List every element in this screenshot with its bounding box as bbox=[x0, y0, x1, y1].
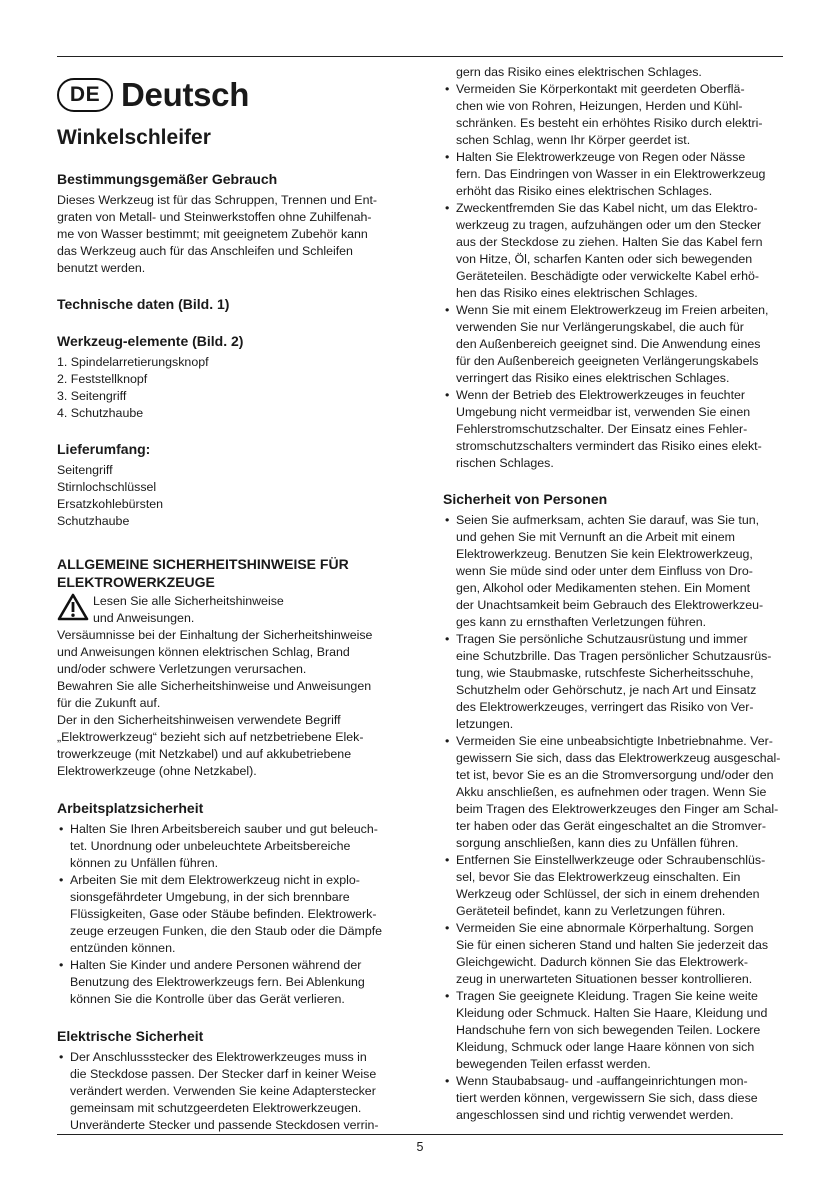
text-line: • Zweckentfremden Sie das Kabel nicht, um das Elektro- bbox=[456, 201, 758, 215]
text-line: und Anweisungen. bbox=[93, 611, 195, 625]
text-line: • Vermeiden Sie Körperkontakt mit geerdeten Oberflä- bbox=[456, 82, 745, 96]
top-rule bbox=[57, 56, 783, 57]
text-line: sorgung anschließen, kann dies zu Unfällen führen. bbox=[456, 836, 739, 850]
bullet-item bbox=[57, 872, 404, 957]
text-line: schen Schlag, wenn Ihr Körper geerdet ist. bbox=[456, 133, 691, 147]
text-line: • Halten Sie Ihren Arbeitsbereich sauber und gut beleuch- bbox=[70, 822, 378, 836]
heading-personal-safety: Sicherheit von Personen bbox=[443, 491, 608, 507]
list-item: 2. Feststellknopf bbox=[57, 372, 148, 386]
list-item: 4. Schutzhaube bbox=[57, 406, 144, 420]
list-item: Schutzhaube bbox=[57, 514, 130, 528]
heading-line: ELEKTROWERKZEUGE bbox=[57, 574, 215, 590]
text-line: Sie für einen sicheren Stand und halten Sie jederzeit das bbox=[456, 938, 769, 952]
text-line: bewegenden Teilen erfasst werden. bbox=[456, 1057, 651, 1071]
text-line: und Anweisungen können elektrischen Schlag, Brand bbox=[57, 645, 350, 659]
text-line: schränken. Es besteht ein erhöhtes Risiko durch elektri- bbox=[456, 116, 763, 130]
text-line: Kleidung oder Schmuck. Halten Sie Haare, Kleidung und bbox=[456, 1006, 768, 1020]
text-line: chen wie von Rohren, Heizungen, Herden und Kühl- bbox=[456, 99, 743, 113]
text-line: zeuge erzeugen Funken, die den Staub oder die Dämpfe bbox=[70, 924, 383, 938]
text-line: für die Zukunft auf. bbox=[57, 696, 161, 710]
text-line: Gleichgewicht. Dadurch können Sie das Elektrowerk- bbox=[456, 955, 749, 969]
text-line: trowerkzeuge (mit Netzkabel) und auf akkubetriebene bbox=[57, 747, 352, 761]
text-line: gen, Alkohol oder Medikamenten stehen. Ein Moment bbox=[456, 581, 751, 595]
text-line: ter haben oder das Gerät eingeschaltet an die Stromver- bbox=[456, 819, 766, 833]
heading-workplace-safety: Arbeitsplatzsicherheit bbox=[57, 800, 204, 816]
bullet-item bbox=[443, 387, 785, 472]
text-line: verringert das Risiko eines elektrischen Schlages. bbox=[456, 371, 730, 385]
continued-text-line: gern das Risiko eines elektrischen Schlages. bbox=[456, 65, 702, 79]
text-line: können Sie die Kontrolle über das Gerät verlieren. bbox=[70, 992, 345, 1006]
text-line: gemeinsam mit schutzgeerdeten Elektrowerkzeugen. bbox=[70, 1101, 362, 1115]
text-line: tung, wie Staubmaske, rutschfeste Sicherheitsschuhe, bbox=[456, 666, 754, 680]
list-item: 1. Spindelarretierungsknopf bbox=[57, 355, 209, 369]
text-line: • Wenn Sie mit einem Elektrowerkzeug im Freien arbeiten, bbox=[456, 303, 769, 317]
text-line: können zu Unfällen führen. bbox=[70, 856, 219, 870]
text-line: von Hitze, Öl, scharfen Kanten oder sich bewegenden bbox=[456, 252, 753, 266]
bullet-item bbox=[443, 512, 785, 631]
warning-notice bbox=[57, 593, 404, 627]
text-line: • Arbeiten Sie mit dem Elektrowerkzeug nicht in explo- bbox=[70, 873, 360, 887]
bullet-item bbox=[443, 81, 785, 149]
text-line: Fehlerstromschutzschalter. Der Einsatz eines Fehler- bbox=[456, 422, 748, 436]
text-line: Elektrowerkzeuge (ohne Netzkabel). bbox=[57, 764, 257, 778]
text-line: für den Außenbereich geeigneten Verlängerungskabels bbox=[456, 354, 759, 368]
text-line: Handschuhe fern von sich bewegenden Teilen. Lockere bbox=[456, 1023, 761, 1037]
text-line: verwenden Sie nur Verlängerungskabel, die auch für bbox=[456, 320, 744, 334]
bullet-item bbox=[443, 852, 785, 920]
language-code-badge: DE bbox=[57, 78, 113, 112]
text-line: ges kann zu ernsthaften Verletzungen führen. bbox=[456, 615, 707, 629]
text-line: graten von Metall- und Steinwerkstoffen ohne Zuhilfenah- bbox=[57, 210, 372, 224]
text-line: me von Wasser bestimmt; mit geeignetem Zubehör kann bbox=[57, 227, 368, 241]
text-line: • Vermeiden Sie eine abnormale Körperhaltung. Sorgen bbox=[456, 921, 754, 935]
heading-tool-elements: Werkzeug-elemente (Bild. 2) bbox=[57, 333, 244, 349]
delivery-scope-list bbox=[57, 462, 404, 530]
language-header bbox=[57, 72, 404, 118]
text-line: sionsgefährdeter Umgebung, in der sich brennbare bbox=[70, 890, 350, 904]
bullet-item bbox=[443, 920, 785, 988]
text-line: • Seien Sie aufmerksam, achten Sie darauf, was Sie tun, bbox=[456, 513, 760, 527]
text-line: Der in den Sicherheitshinweisen verwendete Begriff bbox=[57, 713, 341, 727]
text-line: Flüssigkeiten, Gase oder Stäube befinden. Elektrowerk- bbox=[70, 907, 377, 921]
text-line: das Werkzeug auch für das Anschleifen und Schleifen bbox=[57, 244, 353, 258]
heading-general-safety bbox=[57, 555, 404, 591]
personal-safety-list bbox=[443, 512, 785, 1124]
text-line: wenn Sie müde sind oder unter dem Einfluss von Dro- bbox=[456, 564, 753, 578]
text-line: Akku anschließen, es aufnehmen oder tragen. Wenn Sie bbox=[456, 785, 767, 799]
text-line: stromschutzschalters vermindert das Risiko eines elekt- bbox=[456, 439, 762, 453]
electrical-safety-list-continued bbox=[443, 81, 785, 472]
bullet-item bbox=[443, 302, 785, 387]
text-line: sel, bevor Sie das Elektrowerkzeug einschalten. Ein bbox=[456, 870, 741, 884]
page-number: 5 bbox=[416, 1140, 424, 1154]
text-line: eine Schutzbrille. Das Tragen persönlicher Schutzausrüs- bbox=[456, 649, 772, 663]
warning-text bbox=[93, 593, 284, 627]
left-column bbox=[57, 66, 404, 1134]
text-line: Lesen Sie alle Sicherheitshinweise bbox=[93, 594, 284, 608]
text-line: benutzt werden. bbox=[57, 261, 146, 275]
text-line: Benutzung des Elektrowerkzeugs fern. Bei Ablenkung bbox=[70, 975, 365, 989]
text-line: des Elektrowerkzeuges, verringert das Risiko von Ver- bbox=[456, 700, 754, 714]
bullet-item bbox=[443, 149, 785, 200]
text-line: • Tragen Sie persönliche Schutzausrüstung und immer bbox=[456, 632, 748, 646]
text-line: Geräteteilen. Beschädigte oder verwickelte Kabel erhö- bbox=[456, 269, 760, 283]
text-line: aus der Steckdose zu ziehen. Halten Sie das Kabel fern bbox=[456, 235, 763, 249]
text-line: gewissern Sie sich, dass das Elektrowerkzeug ausgeschal- bbox=[456, 751, 781, 765]
text-line: angeschlossen sind und richtig verwendet werden. bbox=[456, 1108, 734, 1122]
electrical-safety-list bbox=[57, 1049, 404, 1134]
text-line: • Vermeiden Sie eine unbeabsichtigte Inbetriebnahme. Ver- bbox=[456, 734, 773, 748]
text-line: tiert werden können, vergewissern Sie sich, dass diese bbox=[456, 1091, 758, 1105]
heading-delivery-scope: Lieferumfang: bbox=[57, 441, 151, 457]
warning-triangle-icon bbox=[57, 593, 89, 621]
text-line: • Entfernen Sie Einstellwerkzeuge oder Schraubenschlüs- bbox=[456, 853, 766, 867]
text-line: letzungen. bbox=[456, 717, 514, 731]
text-line: Elektrowerkzeug. Benutzen Sie kein Elektrowerkzeug, bbox=[456, 547, 753, 561]
bullet-item bbox=[443, 988, 785, 1073]
text-line: verändert werden. Verwenden Sie keine Adapterstecker bbox=[70, 1084, 376, 1098]
text-line: • Wenn Staubabsaug- und -auffangeinrichtungen mon- bbox=[456, 1074, 748, 1088]
text-line: zeug in unerwarteten Situationen besser kontrollieren. bbox=[456, 972, 753, 986]
list-item: 3. Seitengriff bbox=[57, 389, 127, 403]
list-item: Stirnlochschlüssel bbox=[57, 480, 157, 494]
text-line: Werkzeug oder Schlüssel, der sich in einem drehenden bbox=[456, 887, 760, 901]
text-line: • Halten Sie Kinder und andere Personen während der bbox=[70, 958, 362, 972]
list-item: Ersatzkohlebürsten bbox=[57, 497, 164, 511]
text-line: Geräteteil befindet, kann zu Verletzungen führen. bbox=[456, 904, 726, 918]
bullet-item bbox=[57, 821, 404, 872]
bottom-rule bbox=[57, 1134, 783, 1135]
text-line: Versäumnisse bei der Einhaltung der Sicherheitshinweise bbox=[57, 628, 373, 642]
text-line: „Elektrowerkzeug“ bezieht sich auf netzbetriebene Elek- bbox=[57, 730, 364, 744]
general-safety-text bbox=[57, 627, 404, 780]
text-line: Kleidung, Schmuck oder lange Haare können von sich bbox=[456, 1040, 755, 1054]
heading-electrical-safety: Elektrische Sicherheit bbox=[57, 1028, 204, 1044]
text-line: beim Tragen des Elektrowerkzeuges den Finger am Schal- bbox=[456, 802, 779, 816]
bullet-item bbox=[57, 957, 404, 1008]
text-line: und/oder schwere Verletzungen verursachen. bbox=[57, 662, 307, 676]
text-line: • Der Anschlussstecker des Elektrowerkzeuges muss in bbox=[70, 1050, 367, 1064]
right-column bbox=[443, 64, 785, 1124]
text-line: Unveränderte Stecker und passende Steckdosen verrin- bbox=[70, 1118, 379, 1132]
text-line: hen das Risiko eines elektrischen Schlages. bbox=[456, 286, 698, 300]
text-line: • Halten Sie Elektrowerkzeuge von Regen oder Nässe bbox=[456, 150, 746, 164]
text-line: • Tragen Sie geeignete Kleidung. Tragen Sie keine weite bbox=[456, 989, 758, 1003]
text-line: tet ist, bevor Sie es an die Stromversorgung und/oder den bbox=[456, 768, 774, 782]
text-line: Bewahren Sie alle Sicherheitshinweise und Anweisungen bbox=[57, 679, 372, 693]
workplace-safety-list bbox=[57, 821, 404, 1008]
text-line: fern. Das Eindringen von Wasser in ein Elektrowerkzeug bbox=[456, 167, 766, 181]
text-line: • Wenn der Betrieb des Elektrowerkzeuges in feuchter bbox=[456, 388, 746, 402]
text-line: Dieses Werkzeug ist für das Schruppen, Trennen und Ent- bbox=[57, 193, 378, 207]
text-line: die Steckdose passen. Der Stecker darf in keiner Weise bbox=[70, 1067, 377, 1081]
text-line: tet. Unordnung oder unbeleuchtete Arbeitsbereiche bbox=[70, 839, 351, 853]
text-line: den Außenbereich geeignet sind. Die Anwendung eines bbox=[456, 337, 761, 351]
document-title: Winkelschleifer bbox=[57, 126, 211, 149]
list-item: Seitengriff bbox=[57, 463, 113, 477]
text-line: der Unachtsamkeit beim Gebrauch des Elektrowerkzeu- bbox=[456, 598, 764, 612]
text-line: werkzeug zu tragen, aufzuhängen oder um den Stecker bbox=[456, 218, 762, 232]
bullet-item bbox=[443, 631, 785, 733]
language-name: Deutsch bbox=[121, 76, 250, 113]
heading-line: ALLGEMEINE SICHERHEITSHINWEISE FÜR bbox=[57, 556, 349, 572]
bullet-item bbox=[443, 1073, 785, 1124]
text-line: Umgebung nicht vermeidbar ist, verwenden Sie einen bbox=[456, 405, 751, 419]
text-line: entzünden können. bbox=[70, 941, 176, 955]
text-line: Schutzhelm oder Gehörschutz, je nach Art und Einsatz bbox=[456, 683, 757, 697]
bullet-item bbox=[57, 1049, 404, 1134]
text-line: rischen Schlages. bbox=[456, 456, 554, 470]
text-line: erhöht das Risiko eines elektrischen Schlages. bbox=[456, 184, 713, 198]
bullet-item bbox=[443, 733, 785, 852]
heading-intended-use: Bestimmungsgemäßer Gebrauch bbox=[57, 171, 278, 187]
bullet-item bbox=[443, 200, 785, 302]
heading-technical-data: Technische daten (Bild. 1) bbox=[57, 296, 230, 312]
tool-elements-list bbox=[57, 354, 404, 422]
text-line: und gehen Sie mit Vernunft an die Arbeit mit einem bbox=[456, 530, 735, 544]
intended-use-text bbox=[57, 192, 404, 277]
